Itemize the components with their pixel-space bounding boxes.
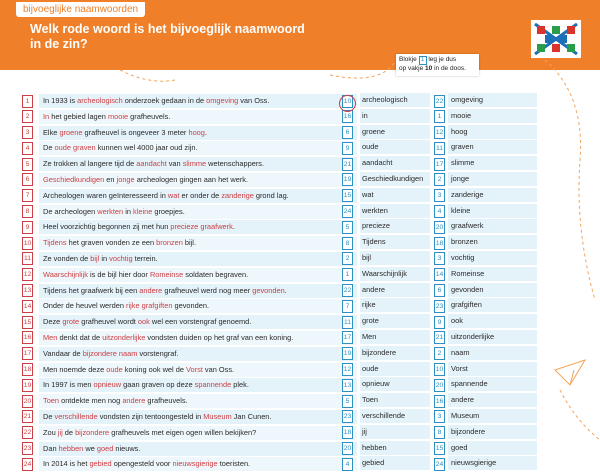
highlighted-word: werkten xyxy=(97,206,124,216)
option-word-left: werkten xyxy=(360,204,430,218)
answer-box[interactable]: 8 xyxy=(342,237,353,250)
option-word-left: oude xyxy=(360,140,430,154)
highlighted-word: graven xyxy=(73,143,96,153)
sentence-fragment: onderzoek gedaan in de xyxy=(122,96,207,105)
question-line-2: in de zin? xyxy=(30,37,88,51)
option-number-right: 15 xyxy=(434,442,445,455)
sentence-fragment: in xyxy=(99,253,110,263)
sentence-fragment: de xyxy=(62,427,76,437)
answer-box[interactable]: 10 xyxy=(342,95,353,108)
highlighted-word: grafgiften xyxy=(141,301,173,311)
sentence-text xyxy=(43,204,185,219)
highlighted-word: gebied xyxy=(89,459,112,469)
option-word-right: uitzonderlijke xyxy=(448,330,537,344)
highlighted-word: spannende xyxy=(194,380,232,390)
sentence-number: 6 xyxy=(22,173,33,186)
sentence-fragment: groepjes. xyxy=(152,206,185,216)
sentence-fragment: toeristen. xyxy=(217,459,251,469)
sentence-fragment: opengesteld voor xyxy=(111,459,173,469)
answer-box[interactable]: 4 xyxy=(342,458,353,471)
option-word-left: Geschiedkundigen xyxy=(360,172,430,186)
highlighted-word: slimme xyxy=(182,159,207,169)
option-number-right: 2 xyxy=(434,347,445,360)
sentence-fragment: koning ook wel de xyxy=(122,364,187,374)
answer-box[interactable]: 1 xyxy=(342,268,353,281)
sentence-fragment: soldaten begraven. xyxy=(183,269,249,279)
highlighted-word: jij xyxy=(57,427,63,437)
sentence-fragment: . xyxy=(204,127,207,137)
answer-box[interactable]: 20 xyxy=(342,442,353,455)
sentence-fragment: van xyxy=(166,159,183,169)
highlighted-word: andere xyxy=(122,396,146,406)
sentence-fragment: In 1933 is xyxy=(43,96,78,105)
sentence-number: 23 xyxy=(22,442,33,455)
note-line-1 xyxy=(399,56,476,65)
option-number-right: 8 xyxy=(434,426,445,439)
sentence-fragment: denkt dat de xyxy=(57,332,103,342)
option-number-right: 17 xyxy=(434,158,445,171)
option-word-left: grote xyxy=(360,314,430,328)
sentence-text xyxy=(43,330,293,345)
option-word-right: kleine xyxy=(448,204,537,218)
sentence-number: 12 xyxy=(22,268,33,281)
table-row xyxy=(22,346,538,362)
option-number-right: 21 xyxy=(434,331,445,344)
option-word-left: Tijdens xyxy=(360,235,430,249)
option-word-right: omgeving xyxy=(448,93,537,107)
header-banner xyxy=(0,0,600,70)
table-row xyxy=(22,409,538,425)
sentence-fragment: grond lag. xyxy=(253,190,289,200)
answer-box[interactable]: 19 xyxy=(342,347,353,360)
sentence-number: 22 xyxy=(22,426,33,439)
option-number-right: 20 xyxy=(434,379,445,392)
highlighted-word: kleine xyxy=(133,206,153,216)
sentence-fragment: gevonden. xyxy=(172,301,210,311)
option-word-left: groene xyxy=(360,125,430,139)
sentence-number: 4 xyxy=(22,142,33,155)
option-word-left: andere xyxy=(360,283,430,297)
sentence-text xyxy=(43,188,289,203)
sentence-fragment: gaan graven op deze xyxy=(121,380,195,390)
table-row xyxy=(22,156,538,172)
highlighted-word: ook xyxy=(137,317,150,327)
sentence-fragment: Men noemde deze xyxy=(43,364,107,374)
sentence-fragment: het graven vonden ze een xyxy=(66,238,157,248)
option-number-right: 12 xyxy=(434,126,445,139)
highlighted-word: nieuwsgierige xyxy=(172,459,218,469)
sentence-text xyxy=(43,362,234,377)
option-word-right: bronzen xyxy=(448,235,537,249)
highlighted-word: bijzondere xyxy=(82,348,117,358)
table-row xyxy=(22,425,538,441)
answer-box[interactable]: 21 xyxy=(342,158,353,171)
option-number-right: 22 xyxy=(434,95,445,108)
answer-box[interactable]: 7 xyxy=(342,300,353,313)
sentence-text xyxy=(43,140,198,155)
answer-box[interactable]: 18 xyxy=(342,426,353,439)
option-number-right: 14 xyxy=(434,268,445,281)
highlighted-word: Men xyxy=(43,332,58,342)
highlighted-word: goed xyxy=(96,443,114,453)
table-row xyxy=(22,172,538,188)
option-word-left: opnieuw xyxy=(360,377,430,391)
sentence-fragment: ontdekte men nog xyxy=(59,396,123,406)
sentence-text xyxy=(43,441,140,456)
highlighted-word: mooie xyxy=(107,111,129,121)
sentence-fragment: Elke xyxy=(43,127,60,137)
option-word-right: goed xyxy=(448,441,537,455)
puzzle-logo-icon xyxy=(531,20,581,58)
highlighted-word: hoog xyxy=(188,127,205,137)
highlighted-word: opnieuw xyxy=(93,380,122,390)
table-row xyxy=(22,109,538,125)
sentence-fragment: terrein. xyxy=(132,253,158,263)
option-number-right: 3 xyxy=(434,410,445,423)
table-row xyxy=(22,298,538,314)
sentence-fragment: wel een vorstengraf genoemd. xyxy=(149,317,252,327)
highlighted-word: oude xyxy=(54,143,71,153)
sentence-fragment: Ze vonden de xyxy=(43,253,91,263)
highlighted-word: Waarschijnlijk xyxy=(43,269,88,279)
sentence-number: 15 xyxy=(22,316,33,329)
note-line-2 xyxy=(399,65,476,74)
sentence-fragment: vondsten duiden op het graf van een koning. xyxy=(145,332,294,342)
note-text: leg je dus xyxy=(428,56,457,63)
sentence-text xyxy=(43,172,248,187)
option-word-right: gevonden xyxy=(448,283,537,297)
sentence-fragment: De xyxy=(43,143,55,153)
option-word-left: Waarschijnlijk xyxy=(360,267,430,281)
option-word-left: bijl xyxy=(360,251,430,265)
highlighted-word: Museum xyxy=(203,411,232,421)
sentence-fragment: er onder de xyxy=(179,190,222,200)
sentence-text xyxy=(43,267,248,282)
sentence-fragment: Heel voorzichtig begonnen zij met hun xyxy=(43,222,171,232)
answer-box[interactable]: 11 xyxy=(342,316,353,329)
option-word-left: oude xyxy=(360,362,430,376)
sentence-fragment: vondsten zijn tentoongesteld in xyxy=(97,411,204,421)
sentence-fragment: Vandaar de xyxy=(43,348,83,358)
sentence-number: 7 xyxy=(22,189,33,202)
option-word-left: jij xyxy=(360,425,430,439)
sentence-fragment: grafheuvels met eigen ogen willen bekijken? xyxy=(109,427,257,437)
sentence-fragment: grafheuvels. xyxy=(145,396,188,406)
sentence-fragment: en xyxy=(104,174,117,184)
table-row xyxy=(22,188,538,204)
option-word-right: zanderige xyxy=(448,188,537,202)
sentence-text xyxy=(43,251,158,266)
option-word-right: hoog xyxy=(448,125,537,139)
sentence-fragment: nieuws. xyxy=(113,443,141,453)
option-word-right: bijzondere xyxy=(448,425,537,439)
note-number: 10 xyxy=(425,65,433,72)
topic-tag: bijvoeglijke naamwoorden xyxy=(16,2,145,17)
table-row xyxy=(22,235,538,251)
table-row xyxy=(22,330,538,346)
highlighted-word: In xyxy=(43,111,50,121)
sentence-text xyxy=(43,314,251,329)
sentence-number: 19 xyxy=(22,379,33,392)
sentence-fragment: wetenschappers. xyxy=(206,159,265,169)
table-row xyxy=(22,251,538,267)
sentence-number: 8 xyxy=(22,205,33,218)
highlighted-word: wat xyxy=(167,190,180,200)
highlighted-word: jonge xyxy=(116,174,135,184)
table-row xyxy=(22,362,538,378)
option-word-left: bijzondere xyxy=(360,346,430,360)
option-word-right: graven xyxy=(448,140,537,154)
answer-box[interactable]: 16 xyxy=(342,110,353,123)
highlighted-word: uitzonderlijke xyxy=(102,332,146,342)
sentence-text xyxy=(43,219,235,234)
highlighted-word: hebben xyxy=(58,443,84,453)
sentence-fragment: bijl. xyxy=(182,238,197,248)
sentence-fragment: van Oss. xyxy=(238,96,270,105)
highlighted-word: naam xyxy=(118,348,138,358)
answer-circle xyxy=(339,95,356,112)
table-row xyxy=(22,456,538,472)
sentence-fragment: vorstengraf. xyxy=(137,348,179,358)
highlighted-word: zanderige xyxy=(221,190,254,200)
sentence-text xyxy=(43,109,170,124)
sentence-fragment: . xyxy=(284,285,287,295)
sentence-text xyxy=(43,409,271,424)
option-number-right: 4 xyxy=(434,205,445,218)
answer-box[interactable]: 12 xyxy=(342,363,353,376)
answer-box[interactable]: 17 xyxy=(342,331,353,344)
highlighted-word: gevonden xyxy=(252,285,285,295)
option-word-right: spannende xyxy=(448,377,537,391)
note-text: in de doos. xyxy=(434,65,466,72)
option-number-right: 18 xyxy=(434,237,445,250)
highlighted-word: bijl xyxy=(90,253,100,263)
option-word-right: Museum xyxy=(448,409,537,423)
table-row xyxy=(22,125,538,141)
highlighted-word: bijzondere xyxy=(75,427,110,437)
sentence-text xyxy=(43,377,249,392)
answer-box[interactable]: 5 xyxy=(342,221,353,234)
option-word-right: slimme xyxy=(448,156,537,170)
sentence-text xyxy=(43,235,196,250)
sentence-fragment: Onder de heuvel werden xyxy=(43,301,126,311)
highlighted-word: Vorst xyxy=(186,364,203,374)
table-row xyxy=(22,314,538,330)
sentence-number: 10 xyxy=(22,237,33,250)
highlighted-word: Toen xyxy=(43,396,60,406)
answer-box[interactable]: 9 xyxy=(342,142,353,155)
sentence-text xyxy=(43,393,188,408)
option-word-right: nieuwsgierige xyxy=(448,456,537,470)
sentence-text xyxy=(43,156,264,171)
sentence-fragment: van Oss. xyxy=(202,364,235,374)
note-text: Blokje xyxy=(399,56,417,63)
option-word-left: precieze xyxy=(360,219,430,233)
sentence-number: 24 xyxy=(22,458,33,471)
highlighted-word: Romeinse xyxy=(149,269,184,279)
highlighted-word: grote xyxy=(62,317,80,327)
sentence-fragment: Ze trokken al langere tijd de xyxy=(43,159,137,169)
option-word-left: Men xyxy=(360,330,430,344)
answer-box[interactable]: 5 xyxy=(342,395,353,408)
sentence-number: 1 xyxy=(22,95,33,108)
option-number-right: 16 xyxy=(434,395,445,408)
table-row xyxy=(22,93,538,109)
sentence-fragment: plek. xyxy=(231,380,249,390)
sentence-fragment: we xyxy=(83,443,97,453)
highlighted-word: groene xyxy=(59,127,83,137)
sentence-fragment: is de bijl hier door xyxy=(87,269,150,279)
sentence-number: 21 xyxy=(22,410,33,423)
sentence-fragment: kunnen wel 4000 jaar oud zijn. xyxy=(95,143,198,153)
option-word-right: naam xyxy=(448,346,537,360)
question-line-1: Welk rode woord is het bijvoeglijk naamwoord xyxy=(30,22,305,36)
highlighted-word: Tijdens xyxy=(43,238,67,248)
sentence-fragment: Zou xyxy=(43,427,58,437)
option-word-right: ook xyxy=(448,314,537,328)
option-word-left: archeologisch xyxy=(360,93,430,107)
option-word-right: Romeinse xyxy=(448,267,537,281)
table-row xyxy=(22,377,538,393)
instruction-note xyxy=(396,54,479,76)
sentence-text xyxy=(43,283,287,298)
answer-box[interactable]: 6 xyxy=(342,126,353,139)
sentence-text xyxy=(43,346,178,361)
option-word-left: in xyxy=(360,109,430,123)
option-word-left: verschillende xyxy=(360,409,430,423)
sentence-fragment: De xyxy=(43,411,55,421)
answer-box[interactable]: 23 xyxy=(342,410,353,423)
table-row xyxy=(22,140,538,156)
highlighted-word: archeologisch xyxy=(77,96,123,105)
sentence-text xyxy=(43,298,209,313)
option-word-right: Vorst xyxy=(448,362,537,376)
sentence-fragment: het gebied lagen xyxy=(49,111,108,121)
sentence-fragment: In 2014 is het xyxy=(43,459,90,469)
highlighted-word: oude xyxy=(106,364,123,374)
option-word-left: rijke xyxy=(360,298,430,312)
sentence-number: 14 xyxy=(22,300,33,313)
sentence-number: 16 xyxy=(22,331,33,344)
highlighted-word: omgeving xyxy=(206,96,239,105)
sentence-fragment: Archeologen waren geïnteresseerd in xyxy=(43,190,168,200)
answer-box[interactable]: 22 xyxy=(342,284,353,297)
sentence-number: 9 xyxy=(22,221,33,234)
option-number-right: 24 xyxy=(434,458,445,471)
sentence-fragment: in xyxy=(123,206,133,216)
highlighted-word: bronzen xyxy=(156,238,183,248)
sentence-number: 11 xyxy=(22,252,33,265)
sentence-fragment: grafheuvels. xyxy=(128,111,171,121)
option-number-right: 10 xyxy=(434,363,445,376)
option-word-right: mooie xyxy=(448,109,537,123)
sentence-fragment: grafheuvel wordt xyxy=(79,317,138,327)
option-word-right: grafgiften xyxy=(448,298,537,312)
sentence-text xyxy=(43,93,269,108)
option-number-right: 3 xyxy=(434,189,445,202)
sentence-fragment: Tijdens het graafwerk bij een xyxy=(43,285,140,295)
sentence-number: 20 xyxy=(22,395,33,408)
sentence-fragment: archeologen gingen aan het werk. xyxy=(134,174,249,184)
table-row xyxy=(22,204,538,220)
question-title xyxy=(30,22,320,52)
highlighted-word: verschillende xyxy=(54,411,98,421)
sentence-text xyxy=(43,456,250,471)
sentence-number: 17 xyxy=(22,347,33,360)
sentence-fragment: In 1997 is men xyxy=(43,380,94,390)
option-number-right: 9 xyxy=(434,316,445,329)
sentence-fragment: Jan Cunen. xyxy=(231,411,272,421)
exercise-table xyxy=(22,93,538,472)
sentence-text xyxy=(43,425,256,440)
option-word-left: gebied xyxy=(360,456,430,470)
highlighted-word: rijke xyxy=(126,301,140,311)
option-word-left: hebben xyxy=(360,441,430,455)
sentence-number: 5 xyxy=(22,158,33,171)
sentence-number: 18 xyxy=(22,363,33,376)
sentence-fragment: grafheuvel werd nog meer xyxy=(162,285,253,295)
sentence-fragment: De archeologen xyxy=(43,206,98,216)
sentence-fragment: Deze xyxy=(43,317,63,327)
answer-box[interactable]: 19 xyxy=(342,173,353,186)
option-number-right: 23 xyxy=(434,300,445,313)
option-number-right: 1 xyxy=(434,110,445,123)
highlighted-word: graafwerk xyxy=(200,222,233,232)
highlighted-word: precieze xyxy=(170,222,199,232)
option-number-right: 11 xyxy=(434,142,445,155)
option-word-right: graafwerk xyxy=(448,219,537,233)
highlighted-word: andere xyxy=(139,285,163,295)
sentence-fragment: Dan xyxy=(43,443,59,453)
option-word-left: aandacht xyxy=(360,156,430,170)
option-word-left: Toen xyxy=(360,393,430,407)
answer-box[interactable]: 2 xyxy=(342,252,353,265)
sentence-number: 2 xyxy=(22,110,33,123)
highlighted-word: aandacht xyxy=(136,159,167,169)
highlighted-word: vochtig xyxy=(109,253,133,263)
sentence-fragment: grafheuvel is ongeveer 3 meter xyxy=(82,127,189,137)
option-number-right: 3 xyxy=(434,252,445,265)
note-box: 1 xyxy=(419,56,427,65)
table-row xyxy=(22,267,538,283)
option-word-right: andere xyxy=(448,393,537,407)
highlighted-word: Geschiedkundigen xyxy=(43,174,105,184)
sentence-text xyxy=(43,125,207,140)
table-row xyxy=(22,441,538,457)
table-row xyxy=(22,393,538,409)
option-word-left: wat xyxy=(360,188,430,202)
note-text: op vakje xyxy=(399,65,424,72)
sentence-fragment: . xyxy=(232,222,235,232)
sentence-number: 13 xyxy=(22,284,33,297)
option-word-right: jonge xyxy=(448,172,537,186)
answer-box[interactable]: 24 xyxy=(342,205,353,218)
option-number-right: 20 xyxy=(434,221,445,234)
table-row xyxy=(22,219,538,235)
answer-box[interactable]: 13 xyxy=(342,379,353,392)
answer-box[interactable]: 15 xyxy=(342,189,353,202)
option-word-right: vochtig xyxy=(448,251,537,265)
paper-plane-icon xyxy=(555,360,585,385)
option-number-right: 2 xyxy=(434,173,445,186)
table-row xyxy=(22,283,538,299)
option-number-right: 6 xyxy=(434,284,445,297)
sentence-number: 3 xyxy=(22,126,33,139)
